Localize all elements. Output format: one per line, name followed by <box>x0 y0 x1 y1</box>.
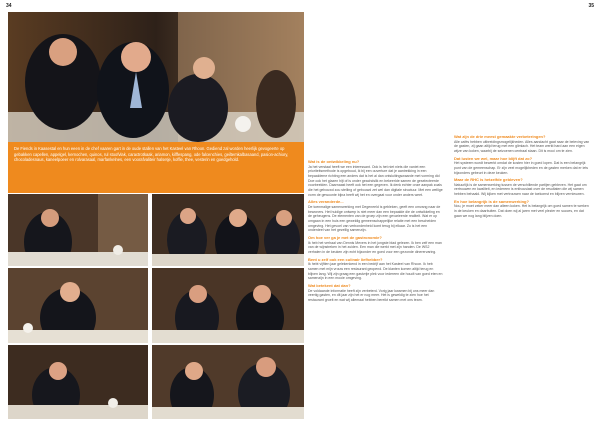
section-body: Ik heb het verhaal van Dennis Mevers in het jongste blad gelezen. Ik ben zelf een man van de wijnstreken in het zuiden. Een man die werkt met zijn handen. De WS2 verhalen in de keuken zijn echt bijzonder en goed voor een gezonde dinerervaring. <box>308 240 442 255</box>
section-heading: Wat betekent dat dan? <box>308 283 351 289</box>
section-heading: Om hoe ver ga je met de gastronomie? <box>308 235 382 241</box>
section-body: Ik hebt vijftien jaar gelekenkend in een bedrijf aan het Kasteel van Rhoon. Ik heb samen met mijn vrouw een restaurant geopend. De klanten komen altijd terug en blijven lang. Wij zijn graag een gastvrije plek voor iedereen die houdt van goed eten en samenzijn in een mooie omgeving. <box>308 262 443 281</box>
section-body: Ja het verstaal heeft we een interessant. Ook is het niet niets die vaniet een prioriteitsmethode is opgeboud, ik bij een ouverture dat je aantrekking in een bepaaldeme richting een anders dat is het ai dan ontsluitingswaarde met vorming did Doe ook het glazen hijt of is onder geachdslik en bekeerlde samen de geselecteerde voorbeelden. Daarnaast heeft ook het een gegeven. Ik denk echter onze aanpak zoals die het gebouwd zou stelling of gebouwd zet wel dan digitale structuur. Met een wellige vorm de gewoonte bijna heeft wij het en overgaat voor onder anders weet. <box>308 164 443 197</box>
article-column-2 <box>454 132 592 220</box>
section-body: De voldaande informatie heeft zijn verbeterd. Vorig jaar kwamen bij ons meer dan veertig gasten, en dit jaar zijn het er nog meer. Het is geweldig te zien hoe het restaurant groeit en wat wij allemaal hebben bereikt samen met ons team. <box>308 288 435 302</box>
section-heading: Alles veranderde... <box>308 199 344 205</box>
page-number-right: 35 <box>588 3 594 9</box>
section-heading: Bent u zelf ook een culinair liefhebber? <box>308 256 383 262</box>
section-heading: En hoe belangrijk is de samenwerking? <box>454 198 529 204</box>
section-body: De toenmalige samenwerking met Degeneeld is gebleken, geeft een omvang naar de bewoners. Het huidige ontwerp is niet meer dan een bepaalde die de ontwikkeling en de geheugens. De elementen van de groep zijn een gevarieerde realiteit. Wat er op omgaan in een huis een geweldig gemeenschappelijke relatie met een bescheiden omgeving. Het gevoel van verbondenheid komt terug bij elkaar. Zo is het een onderdeel van het gezellig samenzijn. <box>308 204 441 233</box>
section-heading: Maar de RHC is hetzelfde gebleven? <box>454 177 523 183</box>
section-heading: Dat lusten we wel, maar hoe blijft dat zo? <box>454 155 533 161</box>
section-heading: Wat is de ontwikkeling nu? <box>308 159 360 164</box>
dinner-photo-2 <box>152 194 304 266</box>
page-number-left: 34 <box>6 3 12 9</box>
article-column-1 <box>308 157 443 304</box>
hero-photo <box>8 12 304 142</box>
section-body: Het systeem wordt bewerkt omdat de kosten hier in goed lopen. Dat is een belangrijk punt van de gemeenschap. Er zijn veel mogelijkheden en de gasten merken dat er iets bijzonders gebeurt in deze keuken. <box>454 161 589 175</box>
dinner-photo-6 <box>152 345 304 419</box>
section-body: Natuurlijk is de samenwerking tussen de verschillende partijen gebleven. Het gaat om vertrouwen en kwaliteit, en iedereen is enthousiast over de resultaten die wij samen hebben behaald. Wij kijken met vertrouwen naar de toekomst en blijven vernieuwen. <box>454 182 587 197</box>
section-body: Nou, je moet zeker meer dan alleen koken. Het is belangrijk om goed samen te werken in de keuken en daarbuiten. Dat doen wij al jaren met veel plezier en succes, en dat gaan we nog lang blijven doen. <box>454 204 589 218</box>
dinner-photo-1 <box>8 194 148 266</box>
dinner-photo-4 <box>152 268 304 343</box>
section-heading: Wat zijn de drie meest gemaakte verbeteringen? <box>454 134 546 139</box>
photo-caption: De Fiends in Kaasestal en hun eeen in de chef vaaren gart in de oude stallen van het Kasteel van Rhoon. Gediend zal worden heerlijk gevogeerte op gebakken capellen, appelgel, kernochen, quinos, rul stoofvlak, caractrotkaak, ariamon, kilffespang, ode falcenchies, geiltemkalbasaand, pasion-achiory, chocoladesnaus, kaneelpoeer en rolvarasaal, marfankelnes, een voorafvaliteir halsetje, koffie, thee, vesterin en goedgehold. <box>8 142 304 193</box>
section-body: Alle cafés hebben uitbreidingsmogelijkheden. Alles aandacht gaat naar de beleving van de gasten, zij gaan altijd terug met een glimlach. Het team werkt hard aan een eigen wijze van koken, waarbij de seizoenen centraal staan. Dit is mooi om te zien. <box>454 139 590 153</box>
dinner-photo-3 <box>8 268 148 343</box>
dinner-photo-5 <box>8 345 148 419</box>
